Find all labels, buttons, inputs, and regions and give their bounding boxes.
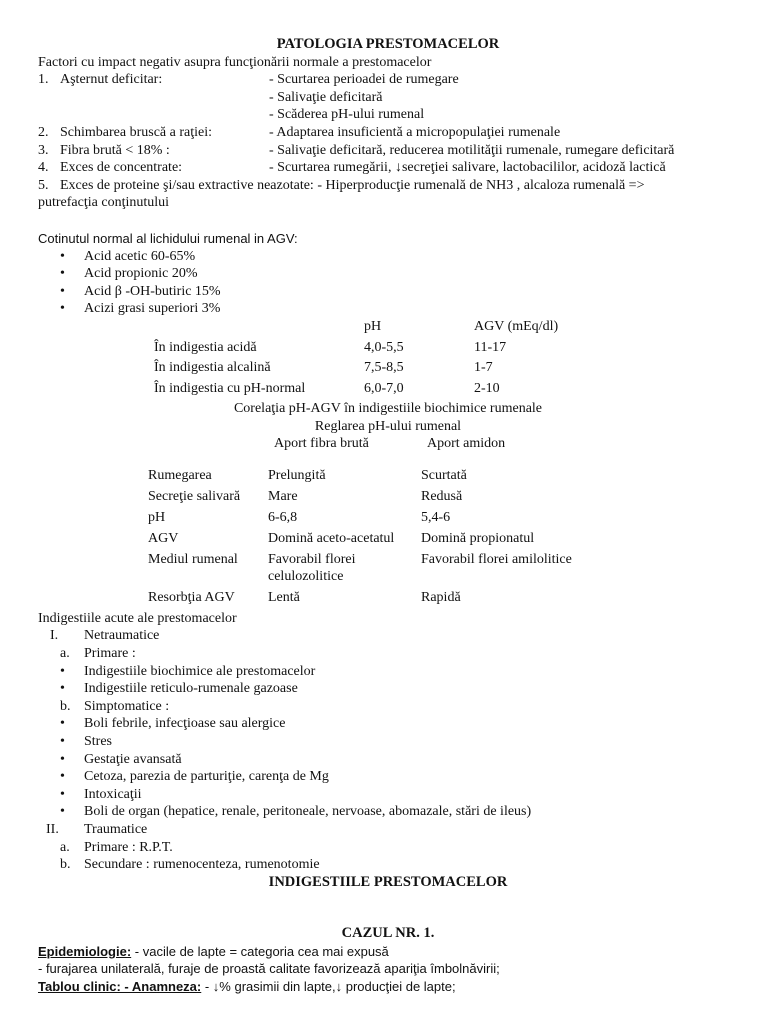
factor-number: 2. — [38, 124, 49, 140]
outline-I — [38, 627, 738, 645]
factor-effect: - Scurtarea rumegării, ↓secreţiei salivare, lactobacililor, acidoză lactică — [269, 160, 666, 176]
intro-text: Factori cu impact negativ asupra funcţionării normale a prestomacelor — [38, 54, 432, 70]
simptomatice-item — [38, 715, 738, 733]
factor-row-3 — [38, 142, 738, 160]
factor-label: Schimbarea bruscă a raţiei: — [60, 124, 212, 140]
factor-row-2 — [38, 124, 738, 142]
clinical-label: Tablou clinic: - Anamneza: — [38, 979, 202, 995]
agv-item — [38, 248, 738, 266]
factor-effect: - Salivaţie deficitară — [269, 89, 383, 105]
factor-number: 4. — [38, 160, 49, 176]
reg-table-row — [148, 530, 625, 551]
reg-amidon-value: Redusă — [421, 488, 463, 504]
factor-effect: - Adaptarea insuficientă a micropopulaţiei rumenale — [269, 124, 561, 140]
section-title: INDIGESTIILE PRESTOMACELOR — [268, 873, 508, 890]
primare-item — [38, 680, 738, 698]
reg-row-label: pH — [148, 509, 166, 525]
simptomatice-item — [38, 786, 738, 804]
agv-header: AGV (mEq/dl) — [474, 318, 559, 334]
ph-row-label: În indigestia cu pH-normal — [154, 380, 306, 396]
agv-row-value: 11-17 — [474, 339, 507, 355]
outline-letter: b. — [60, 857, 71, 873]
reg-row-label: Secreţie salivară — [148, 488, 241, 504]
ph-table-row — [38, 380, 738, 401]
primare-item — [38, 663, 738, 681]
document-page — [38, 36, 738, 996]
reg-fibra-value: Mare — [268, 488, 298, 504]
bullet-icon: • — [60, 266, 65, 282]
reg-fibra-value: Favorabil florei celulozolitice — [268, 551, 356, 584]
ph-table — [38, 339, 738, 401]
outline-text: Netraumatice — [84, 628, 160, 644]
list-item-text: Cetoza, parezia de parturiţie, carenţa de Mg — [84, 769, 329, 785]
reg-amidon-value: Domină propionatul — [421, 530, 535, 546]
simptomatice-list — [38, 715, 738, 821]
simptomatice-item — [38, 751, 738, 769]
reg-amidon-value: Scurtată — [421, 467, 467, 483]
factors-list — [38, 71, 738, 177]
reg-table-row — [148, 589, 625, 610]
outline-a1 — [38, 645, 738, 663]
outline-text: Primare : R.P.T. — [84, 839, 173, 855]
bullet-icon: • — [60, 786, 65, 802]
outline-letter: b. — [60, 698, 71, 714]
reg-row-label: Resorbţia AGV — [148, 589, 235, 605]
epidemiology-line-2: - furajarea unilaterală, furaje de proastă calitate favorizează apariţia îmbolnăvirii; — [38, 961, 500, 977]
reg-table-title: Reglarea pH-ului rumenal — [314, 418, 462, 434]
bullet-icon: • — [60, 769, 65, 785]
simptomatice-item — [38, 803, 738, 821]
fibra-header: Aport fibra brută — [274, 436, 369, 452]
outline-text: Secundare : rumenocenteza, rumenotomie — [84, 857, 320, 873]
bullet-icon: • — [60, 681, 65, 697]
ph-header: pH — [364, 318, 382, 334]
reg-amidon-value: Favorabil florei amilolitice — [421, 551, 572, 567]
page-title: PATOLOGIA PRESTOMACELOR — [276, 36, 500, 52]
reg-fibra-value: Prelungită — [268, 467, 326, 483]
primare-list — [38, 663, 738, 698]
amidon-header: Aport amidon — [427, 436, 506, 452]
factor-effect: - Scăderea pH-ului rumenal — [269, 107, 425, 123]
reg-table-row — [148, 467, 625, 488]
factor-row-4 — [38, 159, 738, 177]
factor-number: 1. — [38, 72, 49, 88]
reg-fibra-value: Domină aceto-acetatul — [268, 530, 395, 546]
epidemiology-label: Epidemiologie: — [38, 943, 132, 959]
list-item-text: Intoxicaţii — [84, 786, 142, 802]
list-item-text: Acizi grasi superiori 3% — [84, 301, 221, 317]
outline-text: Primare : — [84, 645, 136, 661]
ph-table-row — [38, 359, 738, 380]
outline-number: II. — [46, 821, 59, 837]
outline-letter: a. — [60, 839, 70, 855]
factor-row-1 — [38, 89, 738, 107]
bullet-icon: • — [60, 663, 65, 679]
reg-fibra-value: 6-6,8 — [268, 509, 298, 525]
reg-table-header — [38, 435, 738, 453]
outline-a2 — [38, 839, 738, 857]
ph-table-row — [38, 339, 738, 360]
factor-label: Exces de concentrate: — [60, 160, 183, 176]
factor-row-1 — [38, 106, 738, 124]
list-item-text: Acid β -OH-butiric 15% — [84, 283, 221, 299]
agv-intro: Cotinutul normal al lichidului rumenal in AGV: — [38, 230, 298, 246]
outline-text: Traumatice — [84, 821, 148, 837]
outline-II — [38, 821, 738, 839]
factor-row-1 — [38, 71, 738, 89]
bullet-icon: • — [60, 751, 65, 767]
ph-row-label: În indigestia acidă — [154, 339, 257, 355]
factor-number: 5. — [38, 177, 49, 193]
bullet-icon: • — [60, 301, 65, 317]
list-item-text: Boli de organ (hepatice, renale, peritoneale, nervoase, abomazale, stări de ileus) — [84, 804, 532, 820]
ph-row-value: 4,0-5,5 — [364, 339, 404, 355]
factor-label: Fibra brută < 18% : — [60, 142, 170, 158]
reg-table-row — [148, 551, 625, 589]
factor-effect: - Scurtarea perioadei de rumegare — [269, 72, 459, 88]
ph-row-label: În indigestia alcalină — [154, 360, 271, 375]
factor-number: 3. — [38, 142, 49, 158]
list-item-text: Stres — [84, 733, 112, 749]
simptomatice-item — [38, 733, 738, 751]
bullet-icon: • — [60, 804, 65, 820]
list-item-text: Acid propionic 20% — [84, 266, 198, 282]
list-item-text: Boli febrile, infecţioase sau alergice — [84, 716, 286, 732]
bullet-icon: • — [60, 248, 65, 264]
outline-b1 — [38, 698, 738, 716]
outline-text: Simptomatice : — [84, 698, 170, 714]
agv-item — [38, 265, 738, 283]
acute-heading: Indigestiile acute ale prestomacelor — [38, 610, 237, 626]
factor-label: Aşternut deficitar: — [60, 72, 163, 88]
ph-table-header — [38, 318, 738, 336]
factor-continuation: putrefacţia conţinutului — [38, 195, 170, 211]
factor-effect: - Salivaţie deficitară, reducerea motilităţii rumenale, rumegare deficitară — [269, 142, 675, 158]
reg-row-label: Rumegarea — [148, 467, 212, 483]
agv-item — [38, 300, 738, 318]
outline-letter: a. — [60, 645, 70, 661]
simptomatice-item — [38, 768, 738, 786]
agv-row-value: 1-7 — [474, 360, 493, 375]
factor-text: Exces de proteine şi/sau extractive neazotate: - Hiperproducţie rumenală de NH3 , alcaloza rumenală => — [60, 177, 645, 193]
reg-fibra-value: Lentă — [268, 589, 300, 605]
outline-number: I. — [50, 628, 59, 644]
reg-table — [148, 467, 625, 610]
agv-list — [38, 248, 738, 318]
case-title: CAZUL NR. 1. — [341, 925, 435, 942]
reg-row-label: Mediul rumenal — [148, 551, 238, 567]
list-item-text: Indigestiile biochimice ale prestomacelor — [84, 663, 316, 679]
reg-amidon-value: 5,4-6 — [421, 509, 451, 525]
reg-table-row — [148, 488, 625, 509]
outline-b2 — [38, 856, 738, 874]
bullet-icon: • — [60, 716, 65, 732]
ph-row-value: 7,5-8,5 — [364, 360, 404, 375]
clinical-line — [38, 978, 738, 996]
bullet-icon: • — [60, 733, 65, 749]
list-item-text: Indigestiile reticulo-rumenale gazoase — [84, 681, 298, 697]
list-item-text: Acid acetic 60-65% — [84, 248, 196, 264]
agv-item — [38, 283, 738, 301]
bullet-icon: • — [60, 283, 65, 299]
epidemiology-line — [38, 943, 738, 961]
reg-row-label: AGV — [148, 530, 179, 546]
reg-amidon-value: Rapidă — [421, 589, 461, 605]
clinical-text: - ↓% grasimii din lapte,↓ producţiei de lapte; — [201, 979, 456, 995]
list-item-text: Gestaţie avansată — [84, 751, 182, 767]
ph-table-caption: Corelaţia pH-AGV în indigestiile biochimice rumenale — [233, 401, 543, 416]
reg-table-row — [148, 509, 625, 530]
epidemiology-text: - vacile de lapte = categoria cea mai expusă — [131, 943, 389, 959]
factor-row-5 — [38, 177, 738, 195]
ph-row-value: 6,0-7,0 — [364, 380, 404, 396]
agv-row-value: 2-10 — [474, 380, 500, 396]
